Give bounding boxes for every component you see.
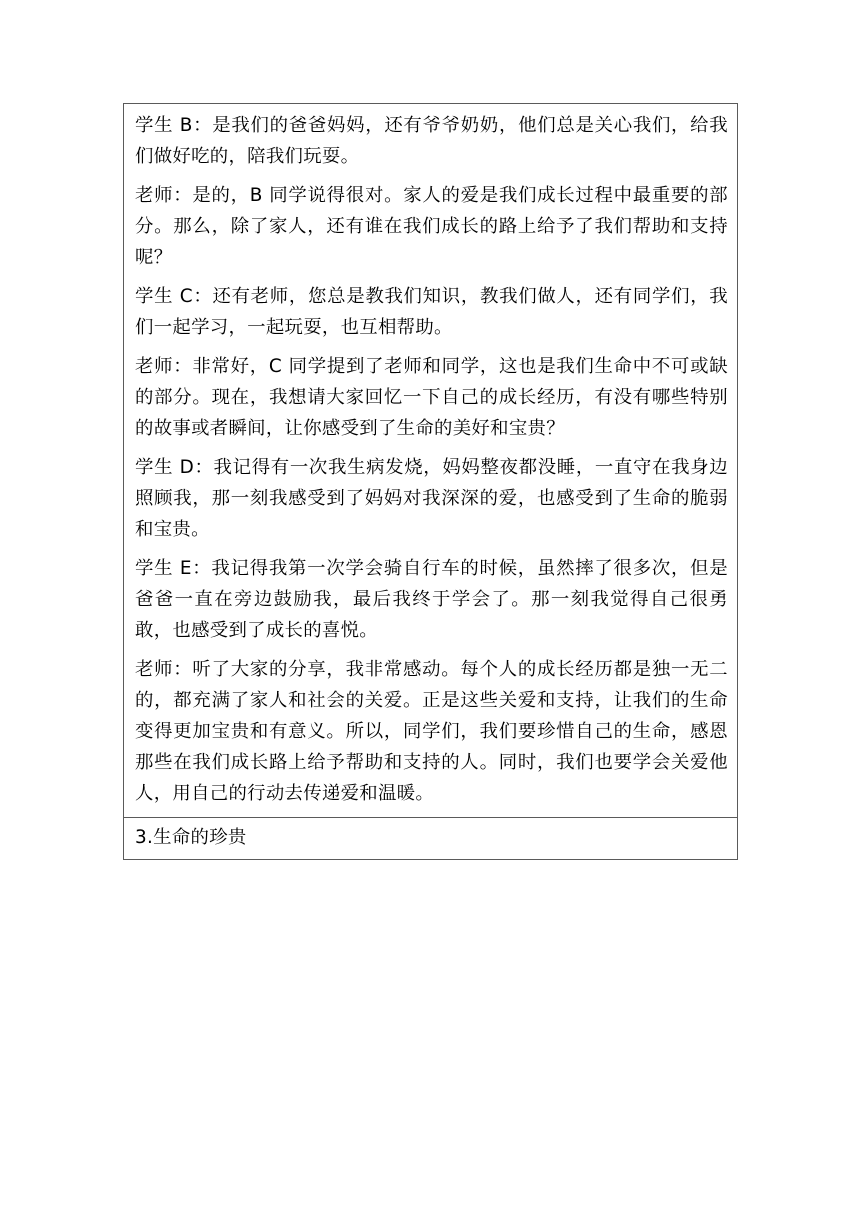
dialogue-paragraph-student-b: 学生 B：是我们的爸爸妈妈，还有爷爷奶奶，他们总是关心我们，给我们做好吃的，陪我们玩耍。: [135, 115, 728, 167]
dialogue-paragraph-student-d: 学生 D：我记得有一次我生病发烧，妈妈整夜都没睡，一直守在我身边照顾我，那一刻我感受到了妈妈对我深深的爱，也感受到了生命的脆弱和宝贵。: [135, 457, 728, 540]
dialogue-cell: [124, 104, 737, 818]
dialogue-paragraph-teacher-3: 老师：听了大家的分享，我非常感动。每个人的成长经历都是独一无二的，都充满了家人和社会的关爱。正是这些关爱和支持，让我们的生命变得更加宝贵和有意义。所以，同学们，我们要珍惜自己的生命，感恩那些在我们成长路上给予帮助和支持的人。同时，我们也要学会关爱他人，用自己的行动去传递爱和温暖。: [135, 659, 728, 804]
dialogue-paragraph-teacher-1: 老师：是的，B 同学说得很对。家人的爱是我们成长过程中最重要的部分。那么，除了家人，还有谁在我们成长的路上给予了我们帮助和支持呢？: [135, 185, 728, 268]
lesson-table: [123, 103, 738, 860]
dialogue-paragraph-student-e: 学生 E：我记得我第一次学会骑自行车的时候，虽然摔了很多次，但是爸爸一直在旁边鼓励我，最后我终于学会了。那一刻我觉得自己很勇敢，也感受到了成长的喜悦。: [135, 558, 728, 641]
dialogue-paragraph-student-c: 学生 C：还有老师，您总是教我们知识，教我们做人，还有同学们，我们一起学习，一起玩耍，也互相帮助。: [135, 286, 728, 338]
section-heading: 3.生命的珍贵: [135, 827, 247, 848]
dialogue-paragraph-teacher-2: 老师：非常好，C 同学提到了老师和同学，这也是我们生命中不可或缺的部分。现在，我想请大家回忆一下自己的成长经历，有没有哪些特别的故事或者瞬间，让你感受到了生命的美好和宝贵？: [135, 356, 728, 439]
